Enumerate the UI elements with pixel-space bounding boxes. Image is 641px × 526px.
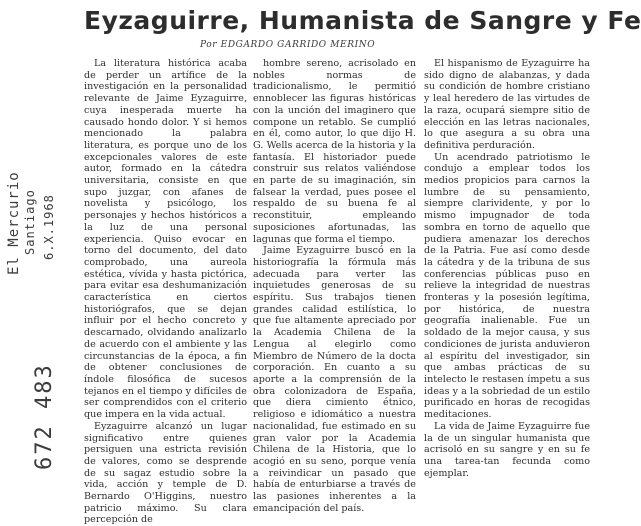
margin-note-archive-number: 672 483 — [32, 363, 57, 470]
article-title: Eyzaguirre, Humanista de Sangre y Fe — [84, 6, 641, 35]
paragraph: Jaime Eyzaguirre buscó en la historiografía la fórmula más adecuada para verter las inquietudes generosas de su espíritu. Sus trabajos tienen grandes calidad estilística, lo que fue altamente apreciado por la Academia Chilena de la Lengua al elegirlo como Miembro de Número de la docta corporación. En cuanto a su aporte a la comprensión de la obra colonizadora de España, que diera cimiento étnico, religioso e idiomático a nuestra nacionalidad, fue estimado en su gran valor por la Academia Chilena de la Historia, que lo acogió en su seno, porque venía a reivindicar un pasado que había de enturbiarse a través de las pasiones inherentes a la emancipación del país. — [253, 245, 416, 514]
article-column-3 — [424, 58, 590, 503]
paragraph: Un acendrado patriotismo le condujo a emplear todos los medios propicios para carnos la lumbre de su pensamiento, siempre clarividente, y por lo mismo impugnador de toda sombra en torno de aquello que pudiera amenazar los derechos de la Patria. Fue así como desde la cátedra y de la tribuna de sus conferencias públicas puso en relieve la integridad de nuestras fronteras y la posesión legítima, por histórica, de nuestra geografía inalienable. Fue un soldado de la mejor causa, y sus condiciones de jurista anduvieron al espíritu del investigador, sin que ambas prácticas de su intelecto le restasen ímpetu a sus ideas y a la sobriedad de un estilo purificado en horas de recogidas meditaciones. — [424, 151, 590, 421]
margin-note-city: Santiago — [23, 189, 37, 255]
article-byline: Por EDGARDO GARRIDO MERINO — [200, 40, 376, 50]
paragraph: hombre sereno, acrisolado en nobles normas de tradicionalismo, le permitió ennoblecer las figuras históricas con la unción del imaginero que compone un retablo. Se cumplió en él, como autor, lo que dijo H. G. Wells acerca de la historia y la fantasía. El historiador puede construir sus relatos valiéndose en parte de su imaginación, sin falsear la verdad, pues posee el respaldo de su buena fe al reconstituir, empleando suposiciones afortunadas, las lagunas que forma el tiempo. — [253, 58, 416, 245]
margin-note-newspaper: El Mercurio — [6, 171, 22, 275]
paragraph: El hispanismo de Eyzaguirre ha sido digno de alabanzas, y dada su condición de hombre cristiano y leal heredero de las virtudes de la raza, ocupará siempre sitio de elección en las letras nacionales, lo que asegura a su obra una definitiva perduración. — [424, 58, 590, 151]
article-column-2 — [253, 58, 416, 514]
article-column-1 — [84, 58, 247, 526]
handwritten-margin-notes — [2, 75, 62, 495]
paragraph: Eyzaguirre alcanzó un lugar significativo entre quienes persiguen una estricta revisión de valores, como se desprende de su sagaz estudio sobre la vida, acción y temple de D. Bernardo O'Higgins, nuestro patricio máximo. Su clara percepción de — [84, 420, 247, 526]
margin-note-date: 6.X.1968 — [42, 194, 56, 260]
paragraph: La vida de Jaime Eyzaguirre fue la de un singular humanista que acrisoló en su sangre y en su fe una tarea-tan fecunda como ejemplar. — [424, 420, 590, 479]
paragraph: La literatura histórica acaba de perder un artífice de la investigación en la personalidad relevante de Jaime Eyzaguirre, cuya inesperada muerte ha causado hondo dolor. Y si hemos mencionado la palabra literatura, es porque uno de los excepcionales valores de este autor, formado en la cátedra universitaria, consiste en que supo juzgar, con afanes de novelista y psicólogo, los personajes y hechos históricos a la luz de una personal experiencia. Quiso evocar en torno del documento, del dato comprobado, una aureola estética, vívida y hasta pictórica, para evitar esa deshumanización característica en ciertos historiógrafos, que se dejan influir por el hecho concreto y descarnado, olvidando analizarlo de acuerdo con el ambiente y las circunstancias de la época, a fin de obtener conclusiones de índole filosófica de sucesos tejanos en el tiempo y difíciles de ser comprendidos con el criterio que impera en la vida actual. — [84, 58, 247, 421]
